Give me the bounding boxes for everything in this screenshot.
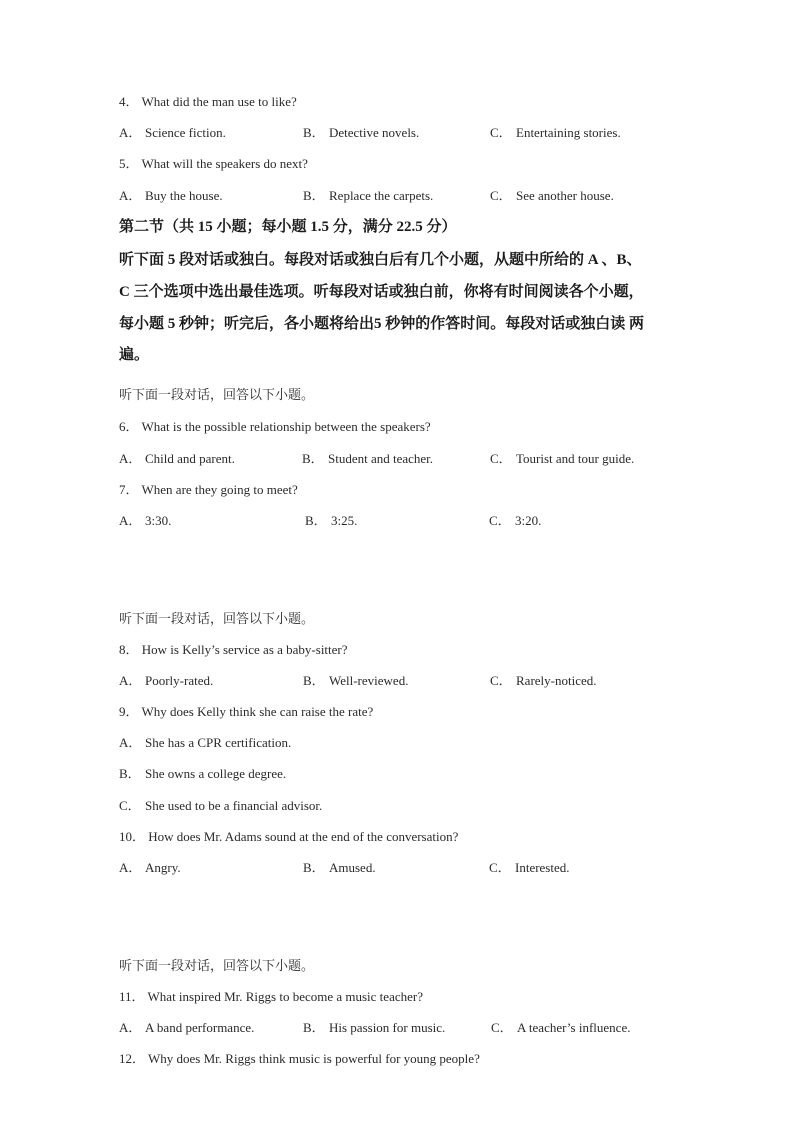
option-letter: A． <box>119 451 142 466</box>
section-heading: 第二节（共 15 小题；每小题 1.5 分，满分 22.5 分） <box>119 219 457 235</box>
option-letter: A． <box>119 188 142 203</box>
option-letter: B． <box>303 188 325 203</box>
option-letter: C． <box>490 451 512 466</box>
option-text: Amused. <box>329 860 376 875</box>
dialogue-intro: 听下面一段对话，回答以下小题。 <box>119 387 315 402</box>
option-text: Well-reviewed. <box>329 673 409 688</box>
question-7: 7． When are they going to meet? <box>119 482 298 497</box>
option-text: A teacher’s influence. <box>517 1020 631 1035</box>
question-4: 4． What did the man use to like? <box>119 94 297 109</box>
option-letter: C． <box>491 1020 513 1035</box>
option-text: 3:30. <box>145 513 172 528</box>
option-text: Angry. <box>145 860 181 875</box>
q11-option-b <box>303 1020 445 1036</box>
option-letter: A． <box>119 125 142 140</box>
q4-option-a <box>119 125 226 141</box>
option-letter: C． <box>490 188 512 203</box>
q8-option-a <box>119 673 213 689</box>
q9-option-a <box>119 735 291 751</box>
option-text: His passion for music. <box>329 1020 446 1035</box>
question-11: 11． What inspired Mr. Riggs to become a music teacher? <box>119 989 423 1004</box>
option-letter: A． <box>119 1020 142 1035</box>
q9-option-c <box>119 798 322 814</box>
option-text: Replace the carpets. <box>329 188 434 203</box>
q10-option-c <box>489 860 570 876</box>
option-text: A band performance. <box>145 1020 255 1035</box>
option-letter: B． <box>303 125 325 140</box>
q7-option-a <box>119 513 171 529</box>
q8-option-b <box>303 673 408 689</box>
dialogue-intro: 听下面一段对话，回答以下小题。 <box>119 958 315 973</box>
q11-option-a <box>119 1020 254 1036</box>
option-letter: B． <box>302 451 324 466</box>
q10-option-a <box>119 860 181 876</box>
option-letter: C． <box>489 860 511 875</box>
q4-option-b <box>303 125 419 141</box>
option-text: Rarely-noticed. <box>516 673 597 688</box>
question-5: 5． What will the speakers do next? <box>119 156 308 171</box>
option-letter: A． <box>119 673 142 688</box>
q10-option-b <box>303 860 376 876</box>
option-text: She used to be a financial advisor. <box>145 798 323 813</box>
section-instructions-line: 每小题 5 秒钟；听完后，各小题将给出5 秒钟的作答时间。每段对话或独白读 两 <box>119 316 645 332</box>
option-text: She owns a college degree. <box>145 766 287 781</box>
q6-option-a <box>119 451 235 467</box>
option-text: Buy the house. <box>145 188 223 203</box>
option-letter: B． <box>303 1020 325 1035</box>
option-letter: C． <box>119 798 141 813</box>
q7-option-b <box>305 513 357 529</box>
option-letter: C． <box>490 125 512 140</box>
option-text: Poorly-rated. <box>145 673 214 688</box>
option-letter: B． <box>305 513 327 528</box>
option-letter: B． <box>119 766 141 781</box>
section-instructions-line: 听下面 5 段对话或独白。每段对话或独白后有几个小题，从题中所给的 A 、B、 <box>119 252 642 268</box>
q8-option-c <box>490 673 597 689</box>
option-letter: B． <box>303 673 325 688</box>
option-text: She has a CPR certification. <box>145 735 292 750</box>
option-letter: A． <box>119 860 142 875</box>
option-letter: A． <box>119 513 142 528</box>
option-text: Entertaining stories. <box>516 125 621 140</box>
question-10: 10． How does Mr. Adams sound at the end of the conversation? <box>119 829 459 844</box>
option-text: Interested. <box>515 860 570 875</box>
option-text: See another house. <box>516 188 614 203</box>
q9-option-b <box>119 766 286 782</box>
q11-option-c <box>491 1020 630 1036</box>
q7-option-c <box>489 513 541 529</box>
q5-option-c <box>490 188 614 204</box>
option-letter: C． <box>490 673 512 688</box>
option-text: Student and teacher. <box>328 451 434 466</box>
option-text: Detective novels. <box>329 125 420 140</box>
q4-option-c <box>490 125 621 141</box>
section-instructions-line: C 三个选项中选出最佳选项。听每段对话或独白前，你将有时间阅读各个小题， <box>119 284 644 300</box>
q6-option-c <box>490 451 634 467</box>
option-letter: C． <box>489 513 511 528</box>
option-letter: A． <box>119 735 142 750</box>
question-6: 6． What is the possible relationship between the speakers? <box>119 419 431 434</box>
question-9: 9． Why does Kelly think she can raise the rate? <box>119 704 374 719</box>
option-text: 3:20. <box>515 513 542 528</box>
section-instructions-line: 遍。 <box>119 347 150 363</box>
q6-option-b <box>302 451 433 467</box>
option-text: Science fiction. <box>145 125 226 140</box>
q5-option-a <box>119 188 223 204</box>
option-text: 3:25. <box>331 513 358 528</box>
option-letter: B． <box>303 860 325 875</box>
question-12: 12． Why does Mr. Riggs think music is powerful for young people? <box>119 1051 480 1066</box>
option-text: Tourist and tour guide. <box>516 451 635 466</box>
dialogue-intro: 听下面一段对话，回答以下小题。 <box>119 611 315 626</box>
q5-option-b <box>303 188 433 204</box>
option-text: Child and parent. <box>145 451 235 466</box>
question-8: 8． How is Kelly’s service as a baby-sitter? <box>119 642 348 657</box>
